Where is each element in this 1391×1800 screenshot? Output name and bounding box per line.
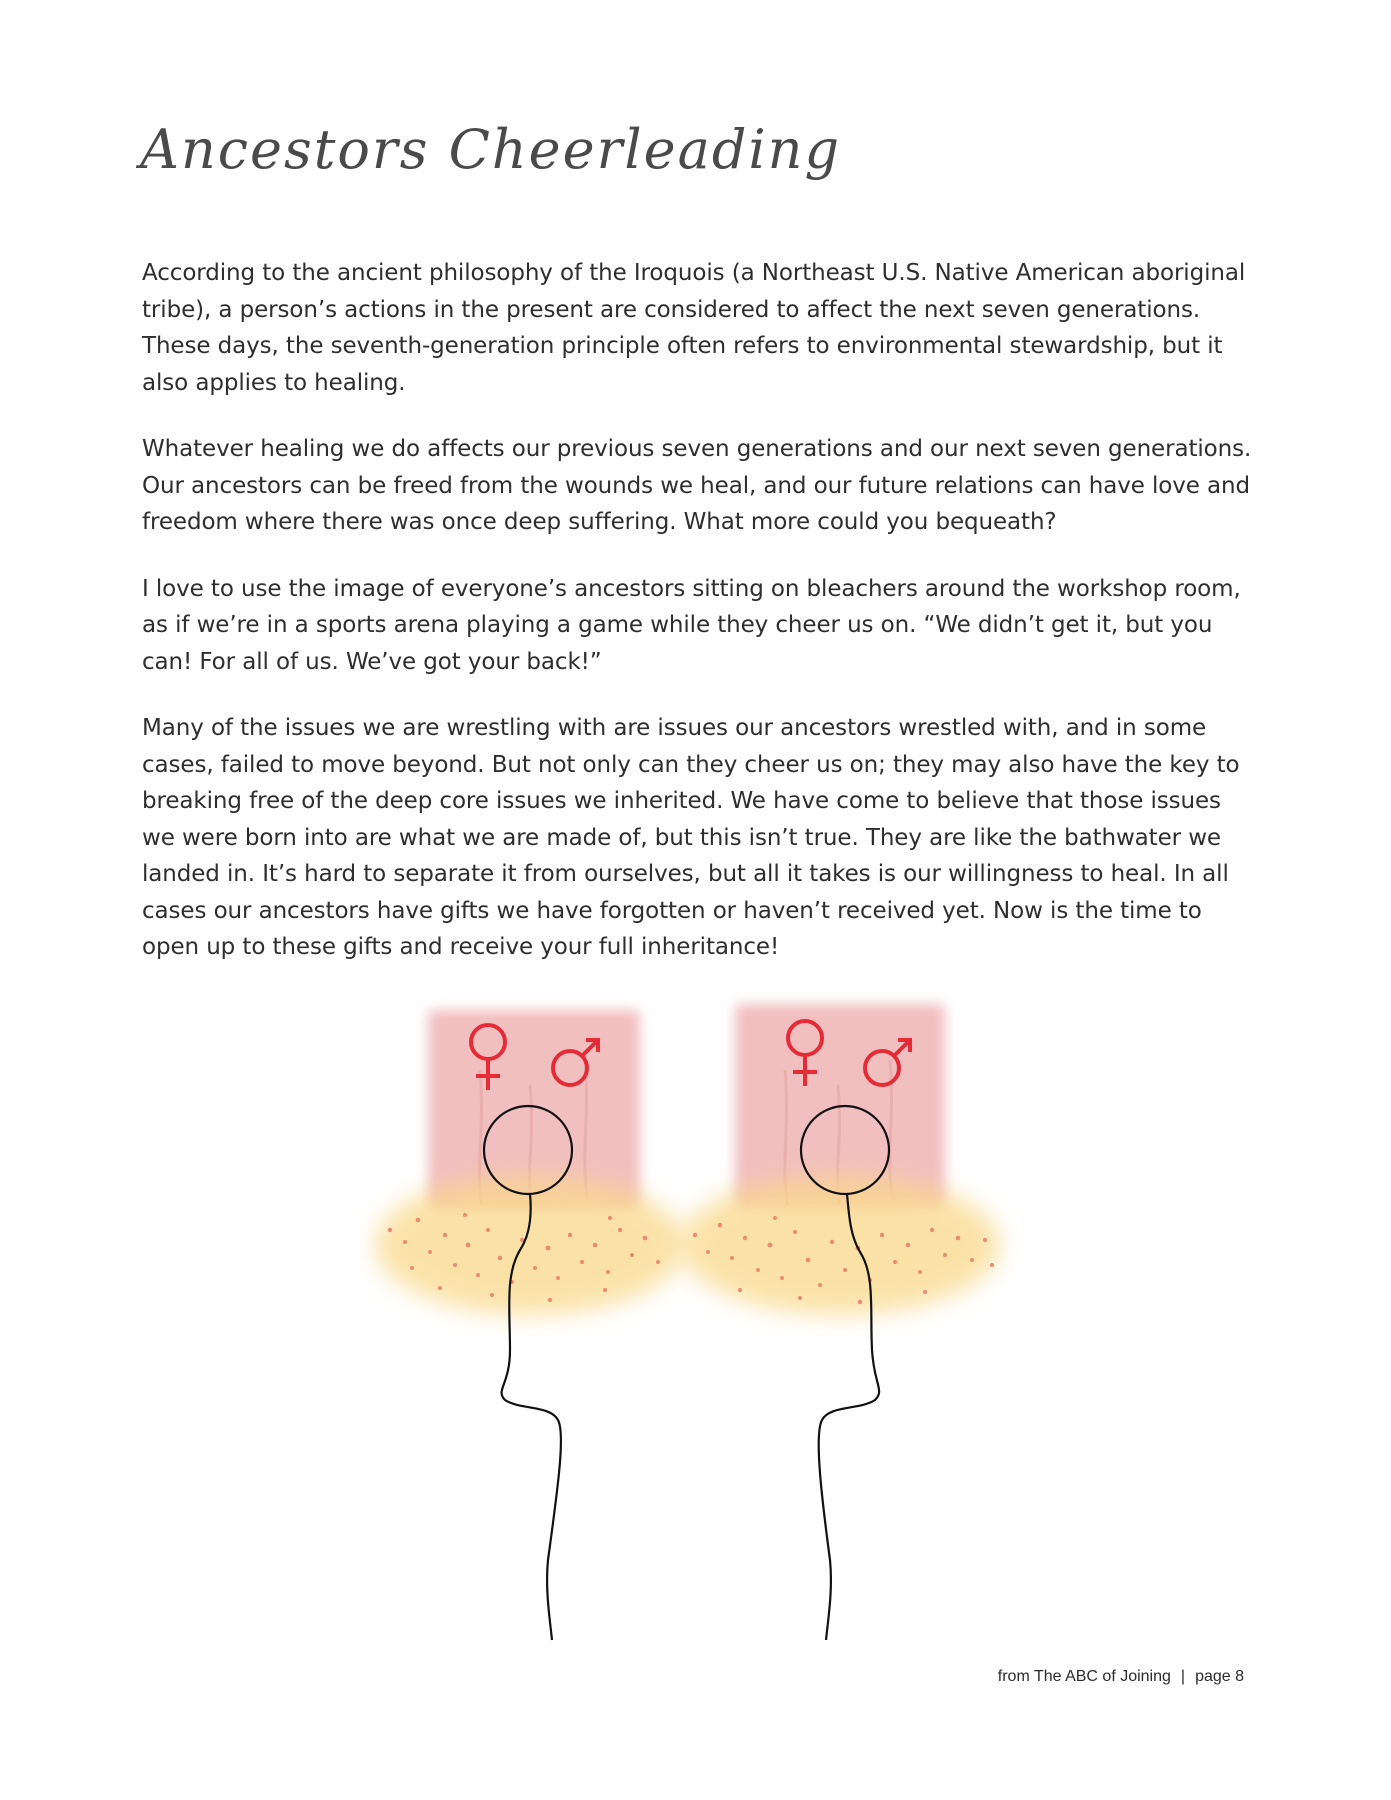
paragraph-2: Whatever healing we do affects our previous seven generations and our next seven generations. Our ancestors can be freed from the wounds we heal, and our future relations can have love and freedom where there was once deep suffering. What more could you bequeath? xyxy=(142,436,1252,535)
page-footer xyxy=(998,1668,1244,1686)
paragraph-4: Many of the issues we are wrestling with are issues our ancestors wrestled with, and in some cases, failed to move beyond. But not only can they cheer us on; they may also have the key to breaking free of the deep core issues we inherited. We have come to believe that those issues we were born into are what we are made of, but this isn’t true. They are like the bathwater we landed in. It’s hard to separate it from ourselves, but all it takes is our willingness to heal. In all cases our ancestors have gifts we have forgotten or haven’t received yet. Now is the time to open up to these gifts and receive your full inheritance! xyxy=(142,715,1240,960)
page-title: Ancestors Cheerleading xyxy=(140,118,842,181)
page-number: page 8 xyxy=(1195,1668,1244,1685)
left-figure xyxy=(375,1010,685,1640)
paragraph-1: According to the ancient philosophy of the Iroquois (a Northeast U.S. Native American aboriginal tribe), a person’s actions in the present are considered to affect the next seven generations. These days, the seventh-generation principle often refers to environmental stewardship, but it also applies to healing. xyxy=(142,260,1246,396)
article-body xyxy=(142,255,1257,996)
ancestors-illustration xyxy=(360,990,1060,1650)
right-yellow-glow xyxy=(680,1175,1000,1315)
paragraph-3: I love to use the image of everyone’s ancestors sitting on bleachers around the workshop room, as if we’re in a sports arena playing a game while they cheer us on. “We didn’t get it, but you can! For all of us. We’ve got your back!” xyxy=(142,575,1241,675)
footer-source: from The ABC of Joining xyxy=(997,1668,1171,1685)
right-figure xyxy=(680,1004,1000,1640)
footer-separator: | xyxy=(1180,1668,1186,1685)
